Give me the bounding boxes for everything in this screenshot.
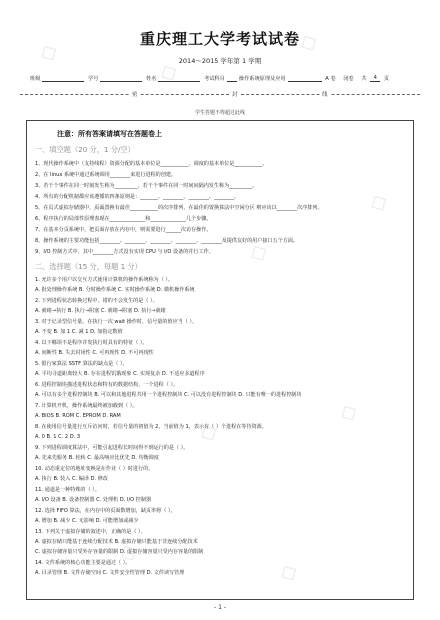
choice-options: A. 可以有多个进程控制块 B. 可以和其他进程共用一个进程控制块 C. 可以没有进程控制块 D. 只能有唯一的进程控制块 bbox=[35, 392, 302, 398]
choice-options: A. 增加 B. 减少 C. 无影响 D. 可能增加或减少 bbox=[35, 518, 139, 524]
choice-question: 7. 计算机开机，操作系统最终被加载到（ ）。 bbox=[35, 403, 138, 409]
choice-options: A. 先来先服务 B. 轮转 C. 最高响应比优先 D. 均衡调度 bbox=[35, 455, 159, 461]
choice-question: 9. 下列进程调度算法中，可能引起进程长时间得不到运行的是（ ）。 bbox=[35, 445, 189, 451]
fill-question: 8、操作系统的主要功能包括________、________、________、________、________及提供友好的用户接口五个方面。 bbox=[35, 238, 299, 244]
watermark-layer: ◇ ◇ ◇ ◇ ◇ ◇ ◇ ◇ ◇ ◇ ◇ bbox=[34, 27, 393, 588]
fill-question: 1、现代操作系统中（支持线程）资源分配的基本单位是___________，调度的基本单位是___________。 bbox=[35, 161, 268, 167]
choice-question: 1. 允许多个用户以交互方式使用计算机的操作系统称为（ ）。 bbox=[35, 277, 173, 283]
course-gap bbox=[227, 75, 237, 82]
choice-question: 6. 进程控制块描述进程状态和特有的数据结构，一个进程（ ）。 bbox=[35, 382, 179, 388]
question-box bbox=[26, 120, 414, 600]
choice-question: 11. 通道是一种特殊的（ ）。 bbox=[35, 487, 100, 493]
choice-question: 8. 在使用信号量进行互斥访问时，若信号量的初值为 2，当前值为 1，表示有（ ）个进程在等待资源。 bbox=[35, 424, 267, 430]
class-blank[interactable] bbox=[42, 75, 84, 82]
seal-char-feng: 封 bbox=[232, 92, 238, 98]
choice-question: 3. 对于记录型信号量，在执行一次 wait 操作时，信号量的值应当（ ）。 bbox=[35, 319, 198, 325]
class-label: 班级 bbox=[30, 76, 41, 82]
paper-version: A 卷 bbox=[325, 76, 336, 82]
choice-options: A. BIOS B. ROM C. EPROM D. RAM bbox=[35, 413, 121, 419]
choice-options: A. 间断性 B. 失去封闭性 C. 可再现性 D. 不可再现性 bbox=[35, 350, 154, 356]
choice-question: 13. 下列关于虚拟存储的叙述中，正确的是（ ）。 bbox=[35, 529, 146, 535]
choice-options: A. 虚拟存储只能基于连续分配技术 B. 虚拟存储只能基于非连续分配技术 bbox=[35, 539, 198, 545]
course-value: 操作系统原理及应用 bbox=[238, 76, 286, 82]
section-fill-title: 一、填空题（20 分，1 分/空） bbox=[35, 145, 135, 154]
course-underline bbox=[288, 75, 322, 82]
seal-char-xian: 线 bbox=[322, 92, 328, 98]
choice-question: 5. 银行家算法 SSTF 算法的缺点是（ ）。 bbox=[35, 361, 128, 367]
choice-options: A. 不变 B. 加 1 C. 减 1 D. 加指定数值 bbox=[35, 329, 123, 335]
seal-char-mi: 密 bbox=[132, 92, 138, 98]
choice-question: 12. 选择 FIFO 算法，在内存中的页面数增加，缺页率将（ ）。 bbox=[35, 508, 176, 514]
exam-term: 2014～2015 学年第 1 学期 bbox=[178, 57, 262, 65]
choice-options: A. 就绪→执行 B. 执行→阻塞 C. 就绪→阻塞 D. 执行→就绪 bbox=[35, 308, 166, 314]
choice-options: A. 0 B. 1 C. 2 D. 3 bbox=[35, 434, 81, 440]
choice-options: A. 平均寻道距离较大 B. 存在进程饥饿现象 C. 实现复杂 D. 不适应多道程序 bbox=[35, 371, 205, 377]
pages-total-value: 4 bbox=[370, 75, 380, 82]
name-blank[interactable] bbox=[158, 75, 200, 82]
seal-note: 学生答题不得超过此线 bbox=[194, 110, 245, 116]
choice-options: A. I/O 设备 B. 设备控制器 C. 处理机 D. I/O 控制器 bbox=[35, 497, 152, 503]
fill-question: 6、程序执行的局部性原理表现在______________和______________几个步骤。 bbox=[35, 216, 212, 222]
seal-dashed-line bbox=[20, 94, 420, 95]
exam-type: 闭卷 bbox=[343, 76, 354, 82]
choice-question: 14. 文件系统的核心功能主要是通过（ ）。 bbox=[35, 560, 131, 566]
page-number: - 1 - bbox=[214, 604, 226, 611]
exam-info-row bbox=[30, 75, 420, 82]
choice-options: A. 批处理操作系统 B. 分时操作系统 C. 实时操作系统 D. 微机操作系统 bbox=[35, 287, 195, 293]
choice-question: 4. 以下哪项不是程序并发执行时具有的特征（ ）。 bbox=[35, 340, 148, 346]
fill-question: 7、在基本分页系统中，把页面存放在内存中，则需要进行______次访存操作。 bbox=[35, 227, 212, 233]
choice-options: A. 执行 B. 装入 C. 编译 D. 修改 bbox=[35, 476, 108, 482]
section-choice-title: 二、选择题（15 分，每题 1 分） bbox=[35, 262, 142, 271]
exam-title: 重庆理工大学考试试卷 bbox=[139, 30, 300, 48]
pages-unit: 页 bbox=[383, 76, 390, 82]
choice-question: 10. 动态重定位的地址变换是在作业（ ）时进行的。 bbox=[35, 466, 154, 472]
student-id-blank[interactable] bbox=[100, 75, 142, 82]
choice-options: C. 虚拟存储容量只受外存容量的限制 D. 虚拟存储容量只受内存容量的限制 bbox=[35, 549, 204, 555]
fill-question: 3、若干个事件在同一时刻发生称为_________，若干个事件在同一时间间隔内发生称为_________。 bbox=[35, 183, 258, 189]
choice-question: 2. 下列进程状态转换过程中，错的不会发生的是（ ）。 bbox=[35, 298, 158, 304]
fill-question: 5、在页式虚拟存储器中，页面置换有最佳___________的次序排列，在最佳的置换算法中空闲分区 则应该以________次序排列。 bbox=[35, 205, 323, 211]
fill-question: 9、I/O 控制方式中，其中________方式没有实现 CPU 与 I/O 设备的并行工作。 bbox=[35, 249, 214, 255]
pages-total-label: 共 bbox=[361, 76, 367, 82]
fill-question: 2、在 linux 系统中通过系统调用________来进行进程的创建。 bbox=[35, 172, 177, 178]
name-label: 姓名 bbox=[146, 76, 157, 82]
answer-notice: 注意：所有答案请填写在答题卷上 bbox=[57, 130, 162, 138]
choice-options: A. 目录管理 B. 文件存储空间 C. 文件安全性管理 D. 文件读写管理 bbox=[35, 570, 185, 576]
fill-question: 4、所有的分配机制都应该遵循的四条原则是：_______、________、________、________。 bbox=[35, 194, 240, 200]
student-id-label: 学号 bbox=[88, 76, 99, 82]
course-label: 考试科目 bbox=[204, 76, 225, 82]
